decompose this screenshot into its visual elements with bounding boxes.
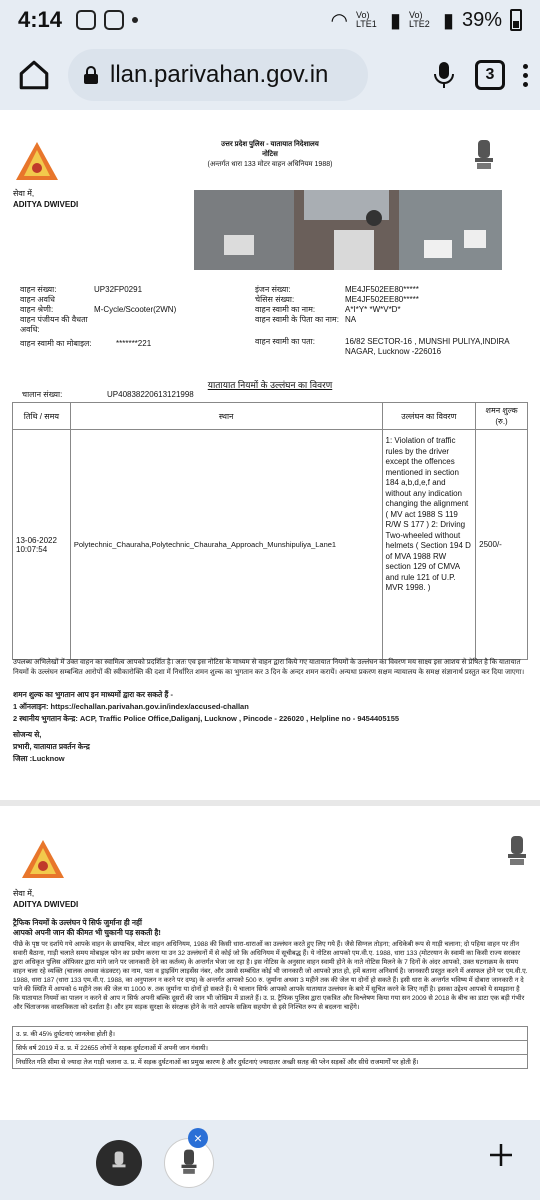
fact-cell: निर्धारित गति सीमा से ज्यादा तेज गाड़ी चलाना उ. प्र. में सड़क दुर्घटनाओं का प्रमुख कारण है और दुर्घटनाएं ज्यादातर अच्छी सतह की प्लेन सड़कों और सीधे राजमार्गों पर होती हैं। bbox=[13, 1055, 528, 1069]
section-label: (अन्तर्गत धारा 133 मोटर वाहन अधिनियम 1988) bbox=[207, 161, 333, 168]
lock-icon bbox=[82, 65, 100, 85]
violation-photo-strip bbox=[194, 190, 502, 270]
recipient-block bbox=[13, 188, 78, 210]
app-notification-icon bbox=[76, 10, 96, 30]
violation-section-title: यातायात नियमों के उल्लंघन का विवरण bbox=[207, 380, 333, 390]
dot-icon bbox=[132, 17, 138, 23]
owner-mobile: *******221 bbox=[116, 339, 152, 348]
field-label: वाहन स्वामी का मोबाइल: bbox=[20, 339, 92, 348]
column-header-fine: शमन शुल्क (रु.) bbox=[476, 403, 528, 430]
page-divider bbox=[0, 800, 540, 806]
table-header-row bbox=[13, 403, 528, 430]
fact-cell: उ. प्र. की 45% दुर्घटनाएं जानलेवा होती है। bbox=[13, 1027, 528, 1041]
network1-label: Vo) LTE1 bbox=[355, 10, 377, 29]
field-label: वाहन अवधि bbox=[20, 295, 55, 304]
warning-line-2: आपको अपनी जान की कीमत भी चुकानी पड़ सकती है! bbox=[13, 928, 161, 937]
signature-district: जिला :Lucknow bbox=[13, 754, 65, 763]
signature-courtesy: सोजन्य से, bbox=[13, 730, 42, 739]
violation-date: 13-06-2022 10:07:54 bbox=[13, 430, 71, 660]
notice2-paragraph: पीछे के पृष्ठ पर दर्शाये गये आपके वाहन के छायाचित्र, मोटर वाहन अधिनियम, 1988 की किसी धारा-धाराओं का उल्लंघन करते हुए लिए गये हैं। जैसे सिग्नल तोड़ना; अधिकेबी रूप से गाड़ी चलाना; दो पहिया वाहन पर तीन सवारी बैठाना, गाड़ी चलाते समय मोबाइल फोन का प्रयोग करना या उन 32 उल्लंघनों में से कोई जो कि अधिनियम में सूचीबद्ध हैं। ये नोटिस आपको एम.वी.ए. 1988, धारा 133 (मोटरयान के स्वामी का किसी राज्य सरकार द्वारा अधिकृत पुलिस ऑफिसर द्वारा मांगे जाने पर जानकारी देने का कर्तव्य) के अन्तर्गत भेजा जा रहा है। इस नोटिस के अनुसार वाहन स्वामी होने के नाते नोटिस मिलने के 7 दिनों के अंदर आपको, उक्त घटनाक्रम के समय वाहन चला रहे व्यक्ति (चालक अथवा कंडक्टर) का नाम, पता व ड्राइविंग लाइसेंस नंबर, और उससे सम्बंधित कोई भी जानकारी जो आपको ज्ञात हो, हमें बताना अनिवार्य है। जानकारी प्रस्तुत करने में असफल होने पर एम.वी.ए. 1988, धारा 187 (धारा 133 एम.वी.ए. 1988, का अनुपालन न करने पर दण्ड) के अन्तर्गत आपको 500 रु. जुर्माना अथवा 3 महीने तक की जेल या दोनों हो सकते हैं। इसी धारा के अन्तर्गत भविष्य में दोबारा जानकारी न दे पाने की स्थिति में आपको 6 महीने तक की जेल या 1000 रु. तक जुर्माना या दोनों हो सकते हैं। ये चालान सिर्फ आपको आपके यातायात उल्लंघन के बारे में सूचित करने के लिए नहीं है। इसका उद्देश्य आपको ये समझाना है कि यातायात नियमों का पालन न करने से आप न सिर्फ अपनी बल्कि दूसरों की जान भी जोखिम में डालते हैं। उ. प्र. ट्रैफिक पुलिस द्वारा एकत्रित और विश्लेषण किया गया सन 2009 से 2018 के बीच का डाटा एक बड़ी गंभीर और चिंताजनक वास्तविकता को दर्शाता है। और हम सड़क सुरक्षा के संरक्षक होने के नाते आपके सक्रिय सहयोग से इसे निश्चित रूप से बदलना चाहेंगे। bbox=[13, 941, 528, 1011]
owner-address: 16/82 SECTOR-16 , MUNSHI PULIYA,INDIRA NAGAR, Lucknow -226016 bbox=[345, 337, 510, 356]
column-header-place: स्थान bbox=[70, 403, 382, 430]
signal2-icon: ▮ bbox=[442, 9, 454, 32]
challan-number: UP40838220613121998 bbox=[107, 390, 194, 399]
table-row bbox=[13, 430, 528, 660]
battery-percent: 39% bbox=[461, 8, 502, 31]
close-tab-icon[interactable]: × bbox=[188, 1128, 208, 1148]
notification-icons bbox=[76, 10, 138, 30]
signal-icon: ▮ bbox=[389, 9, 401, 32]
field-label: वाहन स्वामी के पिता का नाम: bbox=[255, 315, 339, 324]
field-label: वाहन श्रेणी: bbox=[20, 305, 54, 314]
table-row bbox=[13, 1027, 528, 1041]
signature-officer: प्रभारी, यातायात प्रवर्तन केन्द्र bbox=[13, 742, 90, 751]
tab-group-item[interactable] bbox=[96, 1140, 142, 1186]
challan-label: चालान संख्या: bbox=[22, 390, 63, 399]
notice-paragraph: उपलब्ध अभिलेखों में उक्त वाहन का स्वामित्व आपको प्रदर्शित है। अतः एव इस नोटिस के माध्यम से वाहन द्वारा किये गए यातायात नियमों के उल्लंघन का विवरण मय साक्ष्य इस आशय से प्रेषित है कि यातायात नियमों के उल्लंघन सम्बन्धित आरोपों की स्वीकारोक्ति की दशा में निर्धारित शमन शुल्क का भुगतान कर 3 दिन के अन्दर शमन करायें। अन्यथा प्रकरण सक्षम न्यायालय के समक्ष संज्ञानार्थ प्रस्तुत कर दिया जाएगा। bbox=[13, 659, 525, 676]
field-label: वाहन स्वामी का पता: bbox=[255, 337, 315, 346]
status-time: 4:14 bbox=[18, 7, 63, 32]
field-label: वाहन पंजीयन की वैधता अवधि: bbox=[20, 315, 88, 334]
seva-label: सेवा में, bbox=[13, 889, 35, 898]
national-emblem-icon bbox=[472, 138, 496, 174]
battery-icon bbox=[510, 9, 522, 31]
status-bar bbox=[0, 0, 540, 40]
challan-number-row bbox=[22, 390, 322, 402]
overflow-menu-icon[interactable] bbox=[523, 64, 528, 87]
fine-amount: 2500/- bbox=[476, 430, 528, 660]
traffic-photo-image bbox=[194, 190, 502, 270]
owner-father-name: NA bbox=[345, 315, 357, 324]
recipient-name: ADITYA DWIVEDI bbox=[13, 900, 79, 909]
notice-header bbox=[0, 140, 540, 170]
owner-name: A*I*Y* *W*V*D* bbox=[345, 305, 401, 314]
tab-switcher-button[interactable]: 3 bbox=[475, 60, 505, 90]
url-text: llan.parivahan.gov.in bbox=[110, 61, 329, 88]
wifi-icon: ◠ bbox=[330, 9, 348, 32]
violation-place: Polytechnic_Chauraha,Polytechnic_Chauraha_Approach_Munshipuliya_Lane1 bbox=[70, 430, 382, 660]
new-tab-icon[interactable] bbox=[486, 1140, 516, 1170]
recipient-block-2 bbox=[13, 888, 78, 910]
notice-label: नोटिस bbox=[262, 151, 278, 158]
fact-cell: सिर्फ वर्ष 2019 में उ. प्र. में 22655 लोगों ने सड़क दुर्घटनाओं में अपनी जान गंवायी। bbox=[13, 1041, 528, 1055]
recipient-name: ADITYA DWIVEDI bbox=[13, 200, 79, 209]
field-label: वाहन संख्या: bbox=[20, 285, 57, 294]
gallery-notification-icon bbox=[104, 10, 124, 30]
warning-line-1: ट्रैफिक नियमों के उल्लंघन पे सिर्फ जुर्माना ही नहीं bbox=[13, 918, 142, 927]
violation-table bbox=[12, 402, 528, 660]
mic-icon[interactable] bbox=[433, 60, 455, 90]
browser-toolbar bbox=[0, 40, 540, 110]
engine-number: ME4JF502EE80***** bbox=[345, 285, 419, 294]
chassis-number: ME4JF502EE80***** bbox=[345, 295, 419, 304]
up-police-logo-icon bbox=[20, 838, 66, 882]
payment-local-centre: 2 स्थानीय भुगतान केन्द्र: ACP, Traffic Police Office,Daliganj, Lucknow , Pincode - 226020 , Helpline no - 9454405155 bbox=[13, 714, 400, 723]
vehicle-details-left bbox=[20, 285, 260, 355]
emblem-favicon-icon bbox=[178, 1148, 200, 1178]
vehicle-number: UP32FP0291 bbox=[94, 285, 143, 294]
national-emblem-icon bbox=[505, 834, 529, 870]
vehicle-category: M-Cycle/Scooter(2WN) bbox=[94, 305, 177, 314]
violation-description: 1: Violation of traffic rules by the driver except the offences mentioned in section 184 a,b,d,e,f and without any indication changing the alignment ( MV act 1988 S 119 R/W S 177 ) 2: Driving Two-wheeled without helmets ( Section 194 D of MVA 1988 RW section 129 of CMVA and rule 121 of U.P. MVR 1998. ) bbox=[382, 430, 476, 660]
column-header-date: तिथि / समय bbox=[13, 403, 71, 430]
column-header-offence: उल्लंघन का विवरण bbox=[382, 403, 476, 430]
table-row bbox=[13, 1055, 528, 1069]
web-page bbox=[0, 110, 540, 1120]
payment-online[interactable]: 1 ऑनलाइन: https://echallan.parivahan.gov.in/index/accused-challan bbox=[13, 702, 249, 711]
emblem-favicon-icon bbox=[110, 1150, 128, 1176]
vehicle-details-right bbox=[255, 285, 535, 365]
seva-label: सेवा में, bbox=[13, 189, 35, 198]
tab-group-bar bbox=[0, 1120, 540, 1200]
tab-group-item[interactable] bbox=[164, 1138, 214, 1188]
facts-table bbox=[12, 1026, 528, 1069]
table-row bbox=[13, 1041, 528, 1055]
field-label: इंजन संख्या: bbox=[255, 285, 291, 294]
field-label: चेसिस संख्या: bbox=[255, 295, 295, 304]
home-icon[interactable] bbox=[12, 53, 56, 97]
address-bar[interactable] bbox=[68, 49, 368, 101]
network2-label: Vo) LTE2 bbox=[408, 10, 430, 29]
department-name: उत्तर प्रदेश पुलिस - यातायात निदेशालय bbox=[221, 141, 319, 148]
payment-title: शमन शुल्क का भुगतान आप इन माध्यमों द्वारा कर सकते हैं - bbox=[13, 690, 173, 699]
field-label: वाहन स्वामी का नाम: bbox=[255, 305, 316, 314]
